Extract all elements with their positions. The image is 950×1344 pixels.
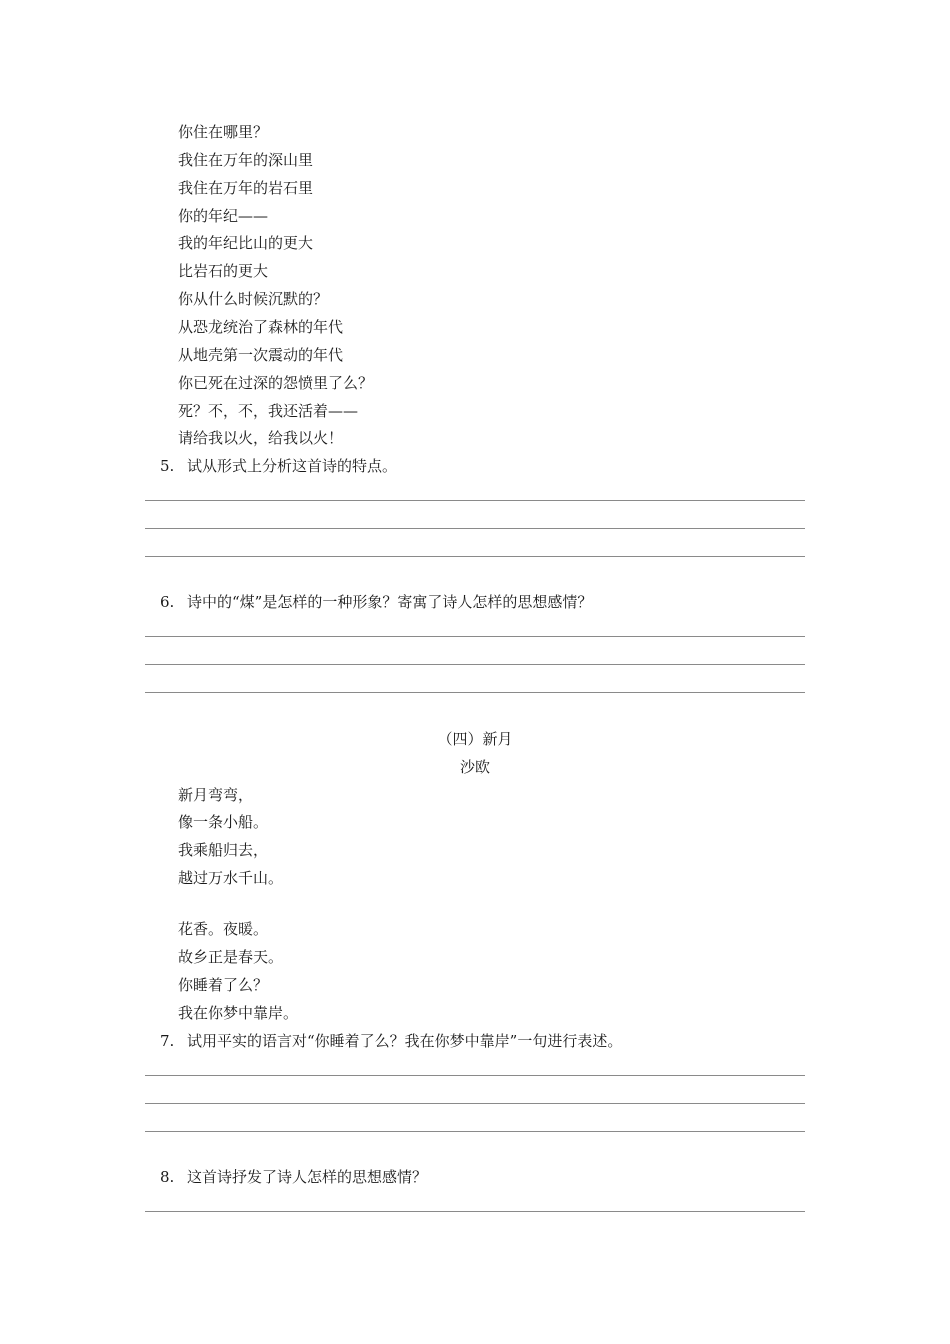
poem-line: 比岩石的更大: [178, 262, 269, 280]
poem-line: 你已死在过深的怨愤里了么？: [178, 374, 374, 392]
question-5: [160, 456, 397, 476]
poem-line: 像一条小船。: [178, 813, 269, 831]
poem-line: 我乘船归去，: [178, 841, 269, 859]
question-text: 这首诗抒发了诗人怎样的思想感情？: [187, 1168, 428, 1186]
section-title: （四）新月: [437, 730, 513, 748]
answer-line[interactable]: [145, 1103, 805, 1104]
question-8: [160, 1167, 427, 1187]
poem-line: 我住在万年的深山里: [178, 151, 314, 169]
answer-line[interactable]: [145, 528, 805, 529]
poem-line: 请给我以火，给我以火！: [178, 429, 344, 447]
poem-line: 花香。夜暖。: [178, 920, 269, 938]
poem-line: 我的年纪比山的更大: [178, 234, 314, 252]
answer-line[interactable]: [145, 1211, 805, 1212]
answer-line[interactable]: [145, 692, 805, 693]
poem-line: 从恐龙统治了森林的年代: [178, 318, 344, 336]
poem-line: 我在你梦中靠岸。: [178, 1004, 299, 1022]
answer-line[interactable]: [145, 664, 805, 665]
poem-line: 你住在哪里？: [178, 123, 269, 141]
answer-line[interactable]: [145, 1131, 805, 1132]
answer-line[interactable]: [145, 636, 805, 637]
answer-line[interactable]: [145, 556, 805, 557]
poem-line: 你睡着了么？: [178, 976, 269, 994]
answer-line[interactable]: [145, 1075, 805, 1076]
answer-line[interactable]: [145, 500, 805, 501]
poem-line: 新月弯弯，: [178, 786, 254, 804]
question-number: 5.: [160, 457, 175, 475]
poem-line: 越过万水千山。: [178, 869, 284, 887]
question-text: 诗中的“煤”是怎样的一种形象？寄寓了诗人怎样的思想感情？: [187, 593, 593, 611]
question-number: 7.: [160, 1032, 175, 1050]
question-6: [160, 592, 592, 612]
poem-line: 死？不，不，我还活着——: [178, 402, 359, 420]
question-7: [160, 1031, 622, 1051]
question-text: 试从形式上分析这首诗的特点。: [187, 457, 398, 475]
question-number: 6.: [160, 593, 175, 611]
poem-line: 你的年纪——: [178, 207, 269, 225]
poem-line: 我住在万年的岩石里: [178, 179, 314, 197]
poem-line: 从地壳第一次震动的年代: [178, 346, 344, 364]
poem-line: 你从什么时候沉默的？: [178, 290, 329, 308]
poem-author: 沙欧: [459, 758, 490, 776]
poem-line: 故乡正是春天。: [178, 948, 284, 966]
question-number: 8.: [160, 1168, 175, 1186]
question-text: 试用平实的语言对“你睡着了么？我在你梦中靠岸”一句进行表述。: [187, 1032, 623, 1050]
